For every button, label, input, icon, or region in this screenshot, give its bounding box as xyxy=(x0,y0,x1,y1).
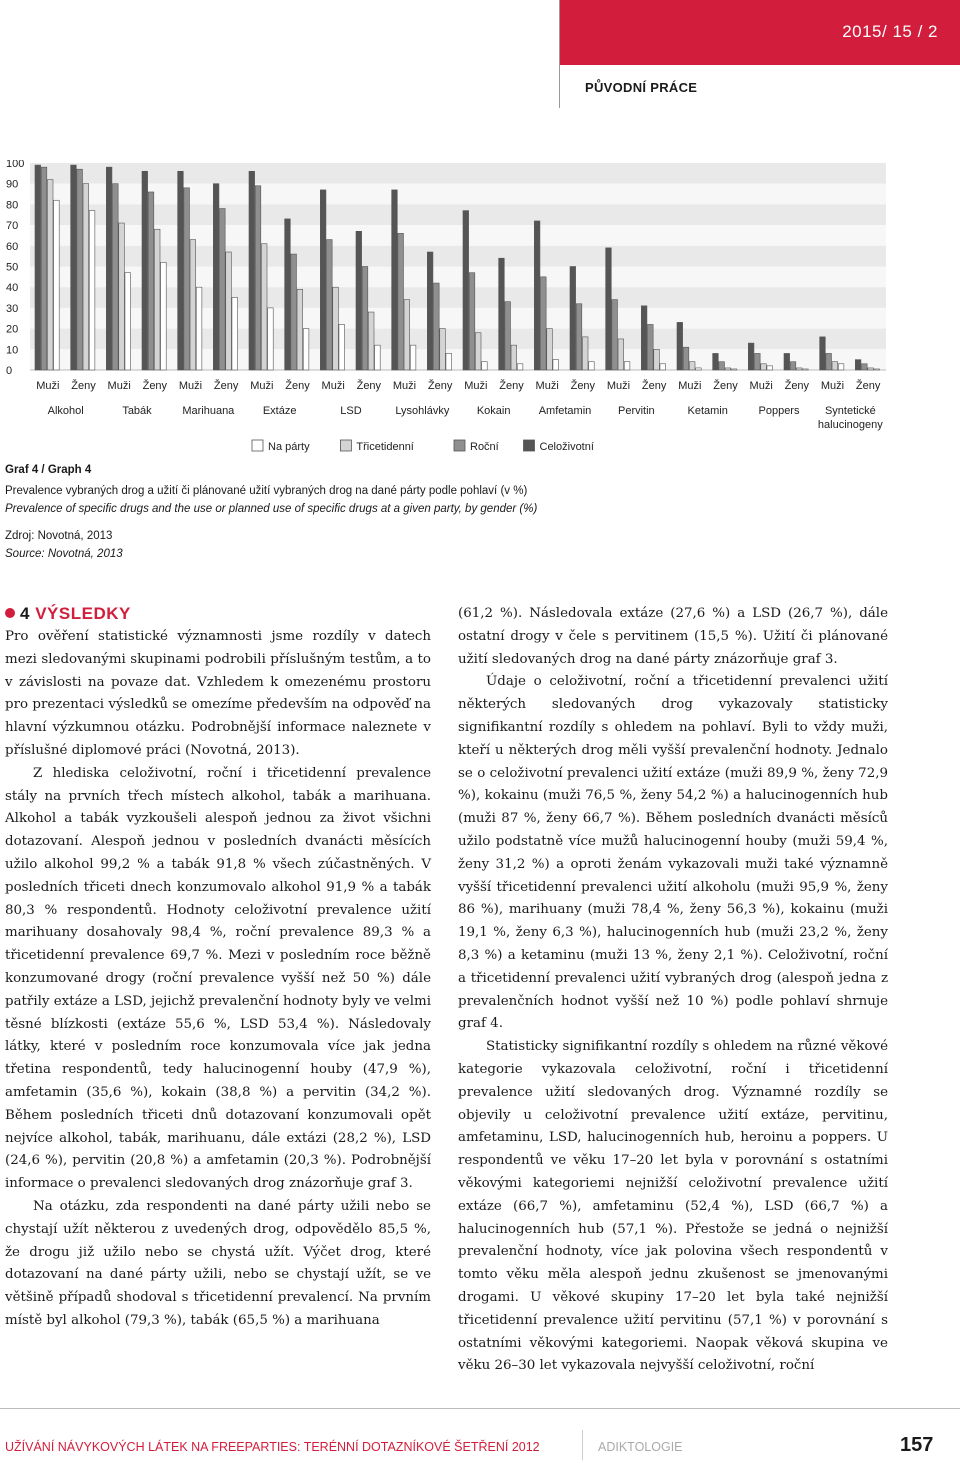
bar xyxy=(297,289,303,370)
gender-label: Ženy xyxy=(570,380,596,392)
bar xyxy=(482,362,488,370)
bar xyxy=(446,353,452,370)
bar xyxy=(392,190,398,370)
bar xyxy=(404,300,410,370)
y-tick-label: 60 xyxy=(6,240,19,253)
paragraph: Z hlediska celoživotní, roční i třicetidenní prevalence stály na prvních třech místech alkohol, tabák a marihuana. Alkohol a tabák vyzkoušeli alespoň jednou za život všichni dotazovaní. Alespoň jednou v posledních dvanácti měsících užilo alkohol 99,2 % a tabák 91,8 % všech zúčastněných. V posledních třiceti dnech konzumovalo alkohol 91,9 % a tabák 80,3 % respondentů. Hodnoty celoživotní prevalence užití marihuany dosahovaly 98,4 %, roční prevalence 89,3 % a třicetidenní prevalence 69,7 %. Mezi v posledním roce běžně konzumované drogy (roční prevalence vyšší než 50 %) dále patřily extáze a LSD, jejichž prevalenční hodnoty byly ve velmi těsné blízkosti (extáze 55,6 %, LSD 53,4 %). Následovaly látky, které v posledním roce konzumovala více jak jedna třetina respondentů, tedy halucinogenní houby (47,9 %), amfetamin (35,6 %), kokain (38,8 %) a pervitin (34,2 %). Během posledních třiceti dnů dotazovaní konzumovali opět nejvíce alkohol, tabák, marihuanu, dále extázi (28,2 %), LSD (24,6 %), pervitin (20,8 %) a amfetamin (20,3 %). Podrobnější informace o prevalenci sledovaných drog znázorňuje graf 3. xyxy=(5,765,431,1192)
gender-label: Muži xyxy=(749,380,773,392)
section-header xyxy=(560,65,960,108)
bar xyxy=(261,244,267,370)
bar xyxy=(719,362,725,370)
bar xyxy=(499,258,505,370)
bar xyxy=(427,252,433,370)
bar xyxy=(463,211,469,370)
issue-banner xyxy=(560,0,960,65)
bar xyxy=(291,254,297,370)
bar xyxy=(511,345,517,370)
bar xyxy=(755,353,761,370)
bar xyxy=(832,362,838,370)
bar xyxy=(410,345,416,370)
paragraph: Pro ověření statistické významnosti jsme rozdíly v datech mezi sledovanými skupinami podrobili příslušným testům, a to v závislosti na povaze dat. Vzhledem k omezenému prostoru pro prezentaci výsledků se omezíme především na odpověď na hlavní výzkumnou otázku. Podrobnější informace naleznete v příslušné diplomové práci (Novotná, 2013). xyxy=(5,629,431,758)
bar xyxy=(826,353,832,370)
legend-label: Roční xyxy=(470,441,499,453)
category-label: Kokain xyxy=(476,405,511,417)
bar xyxy=(226,252,232,370)
gender-label: Muži xyxy=(321,380,345,392)
bar xyxy=(874,369,880,370)
y-tick-label: 40 xyxy=(6,282,19,295)
bar xyxy=(748,343,754,370)
bar xyxy=(820,337,826,370)
gender-label: Ženy xyxy=(285,380,310,392)
gender-label: Ženy xyxy=(213,380,239,392)
bar xyxy=(505,302,511,370)
bar xyxy=(77,169,83,370)
bar xyxy=(232,298,238,370)
figure-title-en: Prevalence of specific drugs and the use or planned use of specific drugs at a given party, by gender (%) xyxy=(5,503,538,515)
bullet-icon xyxy=(5,608,15,618)
gender-label: Ženy xyxy=(427,380,453,392)
bar xyxy=(576,304,582,370)
paragraph: Údaje o celoživotní, roční a třicetidenní prevalenci užití některých sledovaných drog vykazovaly statisticky signifikantní rozdíly s ohledem na pohlaví. Byli to vždy muži, kteří u některých drog měli vyšší prevalenční hodnoty. Jednalo se o celoživotní prevalenci užití extáze (muži 89,9 %, ženy 72,9 %), kokainu (muži 76,5 %, ženy 54,2 %) a halucinogenních hub (muži 87 %, ženy 66,7 %). Během posledních dvanácti měsíců užilo podstatně více mužů halucinogenní houby (muži 59,4 %, ženy 31,2 %) a oproti ženám vykazovali muži také významně vyšší třicetidenní prevalenci užití alkoholu (muži 95,9 %, ženy 86 %), marihuany (muži 78,4 %, ženy 56,3 %), kokainu (muži 19,1 %, ženy 6,3 %), halucinogenních hub (muži 23,2 %, ženy 8,3 %) a ketaminu (muži 13 %, ženy 2,1 %). Celoživotní, roční a třicetidenní prevalenci užití vybraných drog (alespoň jedna z prevalenčních hodnot vyšší než 10 %) podle pohlaví shrnuje graf 4. xyxy=(458,674,888,1032)
category-label: LSD xyxy=(340,405,362,417)
article-type: PŮVODNÍ PRÁCE xyxy=(585,80,698,95)
bar xyxy=(648,324,654,370)
category-label: Ketamin xyxy=(687,405,728,417)
gender-label: Ženy xyxy=(713,380,738,392)
gender-label: Muži xyxy=(606,380,631,392)
bar xyxy=(113,184,119,370)
bar xyxy=(142,171,148,370)
category-label: Marihuana xyxy=(182,405,235,417)
category-label: Tabák xyxy=(122,405,152,417)
bar xyxy=(434,283,440,370)
x-axis xyxy=(36,379,883,431)
bar xyxy=(475,333,481,370)
figure-source-en: Source: Novotná, 2013 xyxy=(5,548,123,560)
gender-label: Ženy xyxy=(499,380,524,392)
gridline-band xyxy=(30,184,886,205)
running-title: UŽÍVÁNÍ NÁVYKOVÝCH LÁTEK NA FREEPARTIES: TERÉNNÍ DOTAZNÍKOVÉ ŠETŘENÍ 2012 xyxy=(5,1440,540,1454)
bar xyxy=(213,184,219,370)
bar xyxy=(220,209,226,370)
figure-source-cs: Zdroj: Novotná, 2013 xyxy=(5,530,113,542)
journal-brand: ADIKTOLOGIE xyxy=(598,1440,683,1454)
bar xyxy=(469,273,475,370)
bar xyxy=(375,345,381,370)
bar xyxy=(35,165,41,370)
bar xyxy=(855,360,861,370)
bar xyxy=(178,171,184,370)
category-label: Pervitin xyxy=(617,405,655,417)
bar xyxy=(154,229,160,370)
bar xyxy=(440,329,446,370)
bar xyxy=(612,300,618,370)
bar xyxy=(534,221,540,370)
legend-swatch xyxy=(524,440,535,451)
y-axis xyxy=(6,160,24,377)
bar xyxy=(677,322,683,370)
bar xyxy=(606,248,612,370)
y-tick-label: 100 xyxy=(6,160,25,170)
gender-label: Muži xyxy=(392,380,417,392)
bar xyxy=(696,368,702,370)
bar xyxy=(618,339,624,370)
figure-label: Graf 4 / Graph 4 xyxy=(5,464,92,476)
paragraph: Statisticky signifikantní rozdíly s ohledem na různé věkové kategorie vykazovala celoživotní, roční i třicetidenní prevalence užití sledovaných drog. Významné rozdíly se objevily u celoživotní prevalence užití extáze, pervitinu, amfetaminu, LSD, halucinogenních hub, heroinu a poppers. U respondentů ve věku 17–20 let byla v porovnání s ostatními věkovými kategoriemi nejnižší celoživotní prevalence užití extáze (66,7 %), amfetaminu (52,4 %), LSD (66,7 %) a halucinogenních hub (57,1 %). Přestože se jedná o nejnižší prevalenční hodnoty, více jak polovina všech respondentů v tomto věku měla alespoň jednu zkušenost se jmenovanými drogami. U věkové skupiny 17–20 let byla také nejnižší třicetidenní prevalence užití pervitinu (57,1 %) v porovnání s ostatními věkovými kategoriemi. Naopak věková skupina ve věku 26–30 let vykazovala nejvyšší celoživotní, roční xyxy=(458,1039,888,1374)
bar xyxy=(624,362,630,370)
bar xyxy=(333,287,339,370)
gender-label: Muži xyxy=(178,380,203,392)
bar xyxy=(148,192,154,370)
gender-label: Muži xyxy=(535,380,559,392)
category-label: Syntetické xyxy=(824,405,876,417)
bar xyxy=(767,366,773,370)
gridline-band xyxy=(30,163,886,184)
bar xyxy=(303,329,309,370)
right-column xyxy=(458,603,888,1378)
footer-rule xyxy=(0,1408,960,1409)
issue-number: 2015/ 15 / 2 xyxy=(842,22,938,41)
bar xyxy=(119,223,125,370)
bar xyxy=(838,364,844,370)
legend-swatch xyxy=(454,440,465,451)
gridline-band xyxy=(30,204,886,225)
gender-label: Muži xyxy=(678,380,702,392)
bar xyxy=(41,167,47,370)
gender-label: Muži xyxy=(250,380,274,392)
bar xyxy=(654,349,660,370)
gender-label: Muži xyxy=(107,380,131,392)
section-title: VÝSLEDKY xyxy=(35,604,131,623)
bar xyxy=(796,368,802,370)
category-label: Amfetamin xyxy=(538,405,592,417)
gender-label: Muži xyxy=(820,380,845,392)
section-heading xyxy=(5,604,131,624)
bar xyxy=(683,347,689,370)
bar xyxy=(589,362,595,370)
legend-label: Na párty xyxy=(268,441,310,453)
legend xyxy=(252,440,594,453)
bar xyxy=(356,231,362,370)
figure-title-cs: Prevalence vybraných drog a užití či plánované užití vybraných drog na dané párty podle pohlaví (v %) xyxy=(5,485,528,497)
bar xyxy=(89,211,95,370)
gender-label: Ženy xyxy=(855,380,881,392)
bar xyxy=(541,277,547,370)
bar xyxy=(784,353,790,370)
bar xyxy=(517,364,523,370)
bar xyxy=(731,369,737,370)
bar xyxy=(553,360,559,370)
bar xyxy=(862,364,868,370)
legend-label: Třicetidenní xyxy=(356,441,414,453)
category-label: Extáze xyxy=(262,405,297,417)
bar xyxy=(761,364,767,370)
bar xyxy=(327,240,333,370)
y-tick-label: 80 xyxy=(6,199,19,212)
legend-swatch xyxy=(340,440,351,451)
bar xyxy=(320,190,326,370)
bar xyxy=(689,362,695,370)
gender-label: Ženy xyxy=(142,380,168,392)
bar xyxy=(362,267,368,371)
y-tick-label: 10 xyxy=(6,344,19,357)
gender-label: Muži xyxy=(36,380,60,392)
bar xyxy=(54,200,60,370)
bar xyxy=(713,353,719,370)
left-column xyxy=(5,626,431,1333)
bar xyxy=(71,165,77,370)
y-tick-label: 30 xyxy=(6,302,19,315)
bar xyxy=(106,167,112,370)
bar xyxy=(47,180,53,370)
gender-label: Ženy xyxy=(71,380,96,392)
footer-divider xyxy=(582,1430,583,1460)
bar-chart xyxy=(0,160,960,465)
y-tick-label: 20 xyxy=(6,323,19,336)
gender-label: Ženy xyxy=(784,380,810,392)
bar xyxy=(339,324,345,370)
bar xyxy=(190,240,196,370)
legend-swatch xyxy=(252,440,263,451)
y-tick-label: 0 xyxy=(6,365,13,377)
category-label: Alkohol xyxy=(47,405,84,417)
y-tick-label: 50 xyxy=(6,261,19,274)
bar xyxy=(725,368,731,370)
bar xyxy=(660,364,666,370)
category-label: Poppers xyxy=(758,405,800,417)
bar xyxy=(368,312,374,370)
legend-label: Celoživotní xyxy=(539,441,594,453)
bar xyxy=(803,369,809,370)
bar xyxy=(790,362,796,370)
bar xyxy=(570,267,576,371)
paragraph: (61,2 %). Následovala extáze (27,6 %) a LSD (26,7 %), dále ostatní drogy v čele s pervitinem (15,5 %). Užití či plánované užití sledovaných drog na dané párty znázorňuje graf 3. xyxy=(458,606,888,667)
y-tick-label: 90 xyxy=(6,178,19,191)
bar xyxy=(161,262,167,370)
gender-label: Ženy xyxy=(641,380,667,392)
bar xyxy=(249,171,255,370)
bar xyxy=(196,287,202,370)
y-tick-label: 70 xyxy=(6,220,19,233)
bar xyxy=(285,219,291,370)
bar xyxy=(268,308,274,370)
bar xyxy=(184,188,190,370)
bar xyxy=(83,184,89,370)
bar xyxy=(547,329,553,370)
category-label: halucinogeny xyxy=(817,419,883,431)
bar xyxy=(641,306,647,370)
paragraph: Na otázku, zda respondenti na dané párty užili nebo se chystají užít některou z uvedených drog, odpovědělo 85,5 %, že drogu již užilo nebo se chystá užít. Výčet drog, které dotazovaní na dané párty užili, nebo se chystají užít, se ve většině případů shodoval s třicetidenní prevalencí. Na prvním místě byl alkohol (79,3 %), tabák (65,5 %) a marihuana xyxy=(5,1198,431,1328)
bar xyxy=(582,337,588,370)
gender-label: Muži xyxy=(464,380,488,392)
section-number: 4 xyxy=(20,604,30,623)
gender-label: Ženy xyxy=(356,380,382,392)
bar xyxy=(255,186,261,370)
category-label: Lysohlávky xyxy=(395,405,450,417)
bar xyxy=(125,273,131,370)
bar xyxy=(398,233,404,370)
bar xyxy=(868,368,874,370)
page-number: 157 xyxy=(900,1434,934,1456)
